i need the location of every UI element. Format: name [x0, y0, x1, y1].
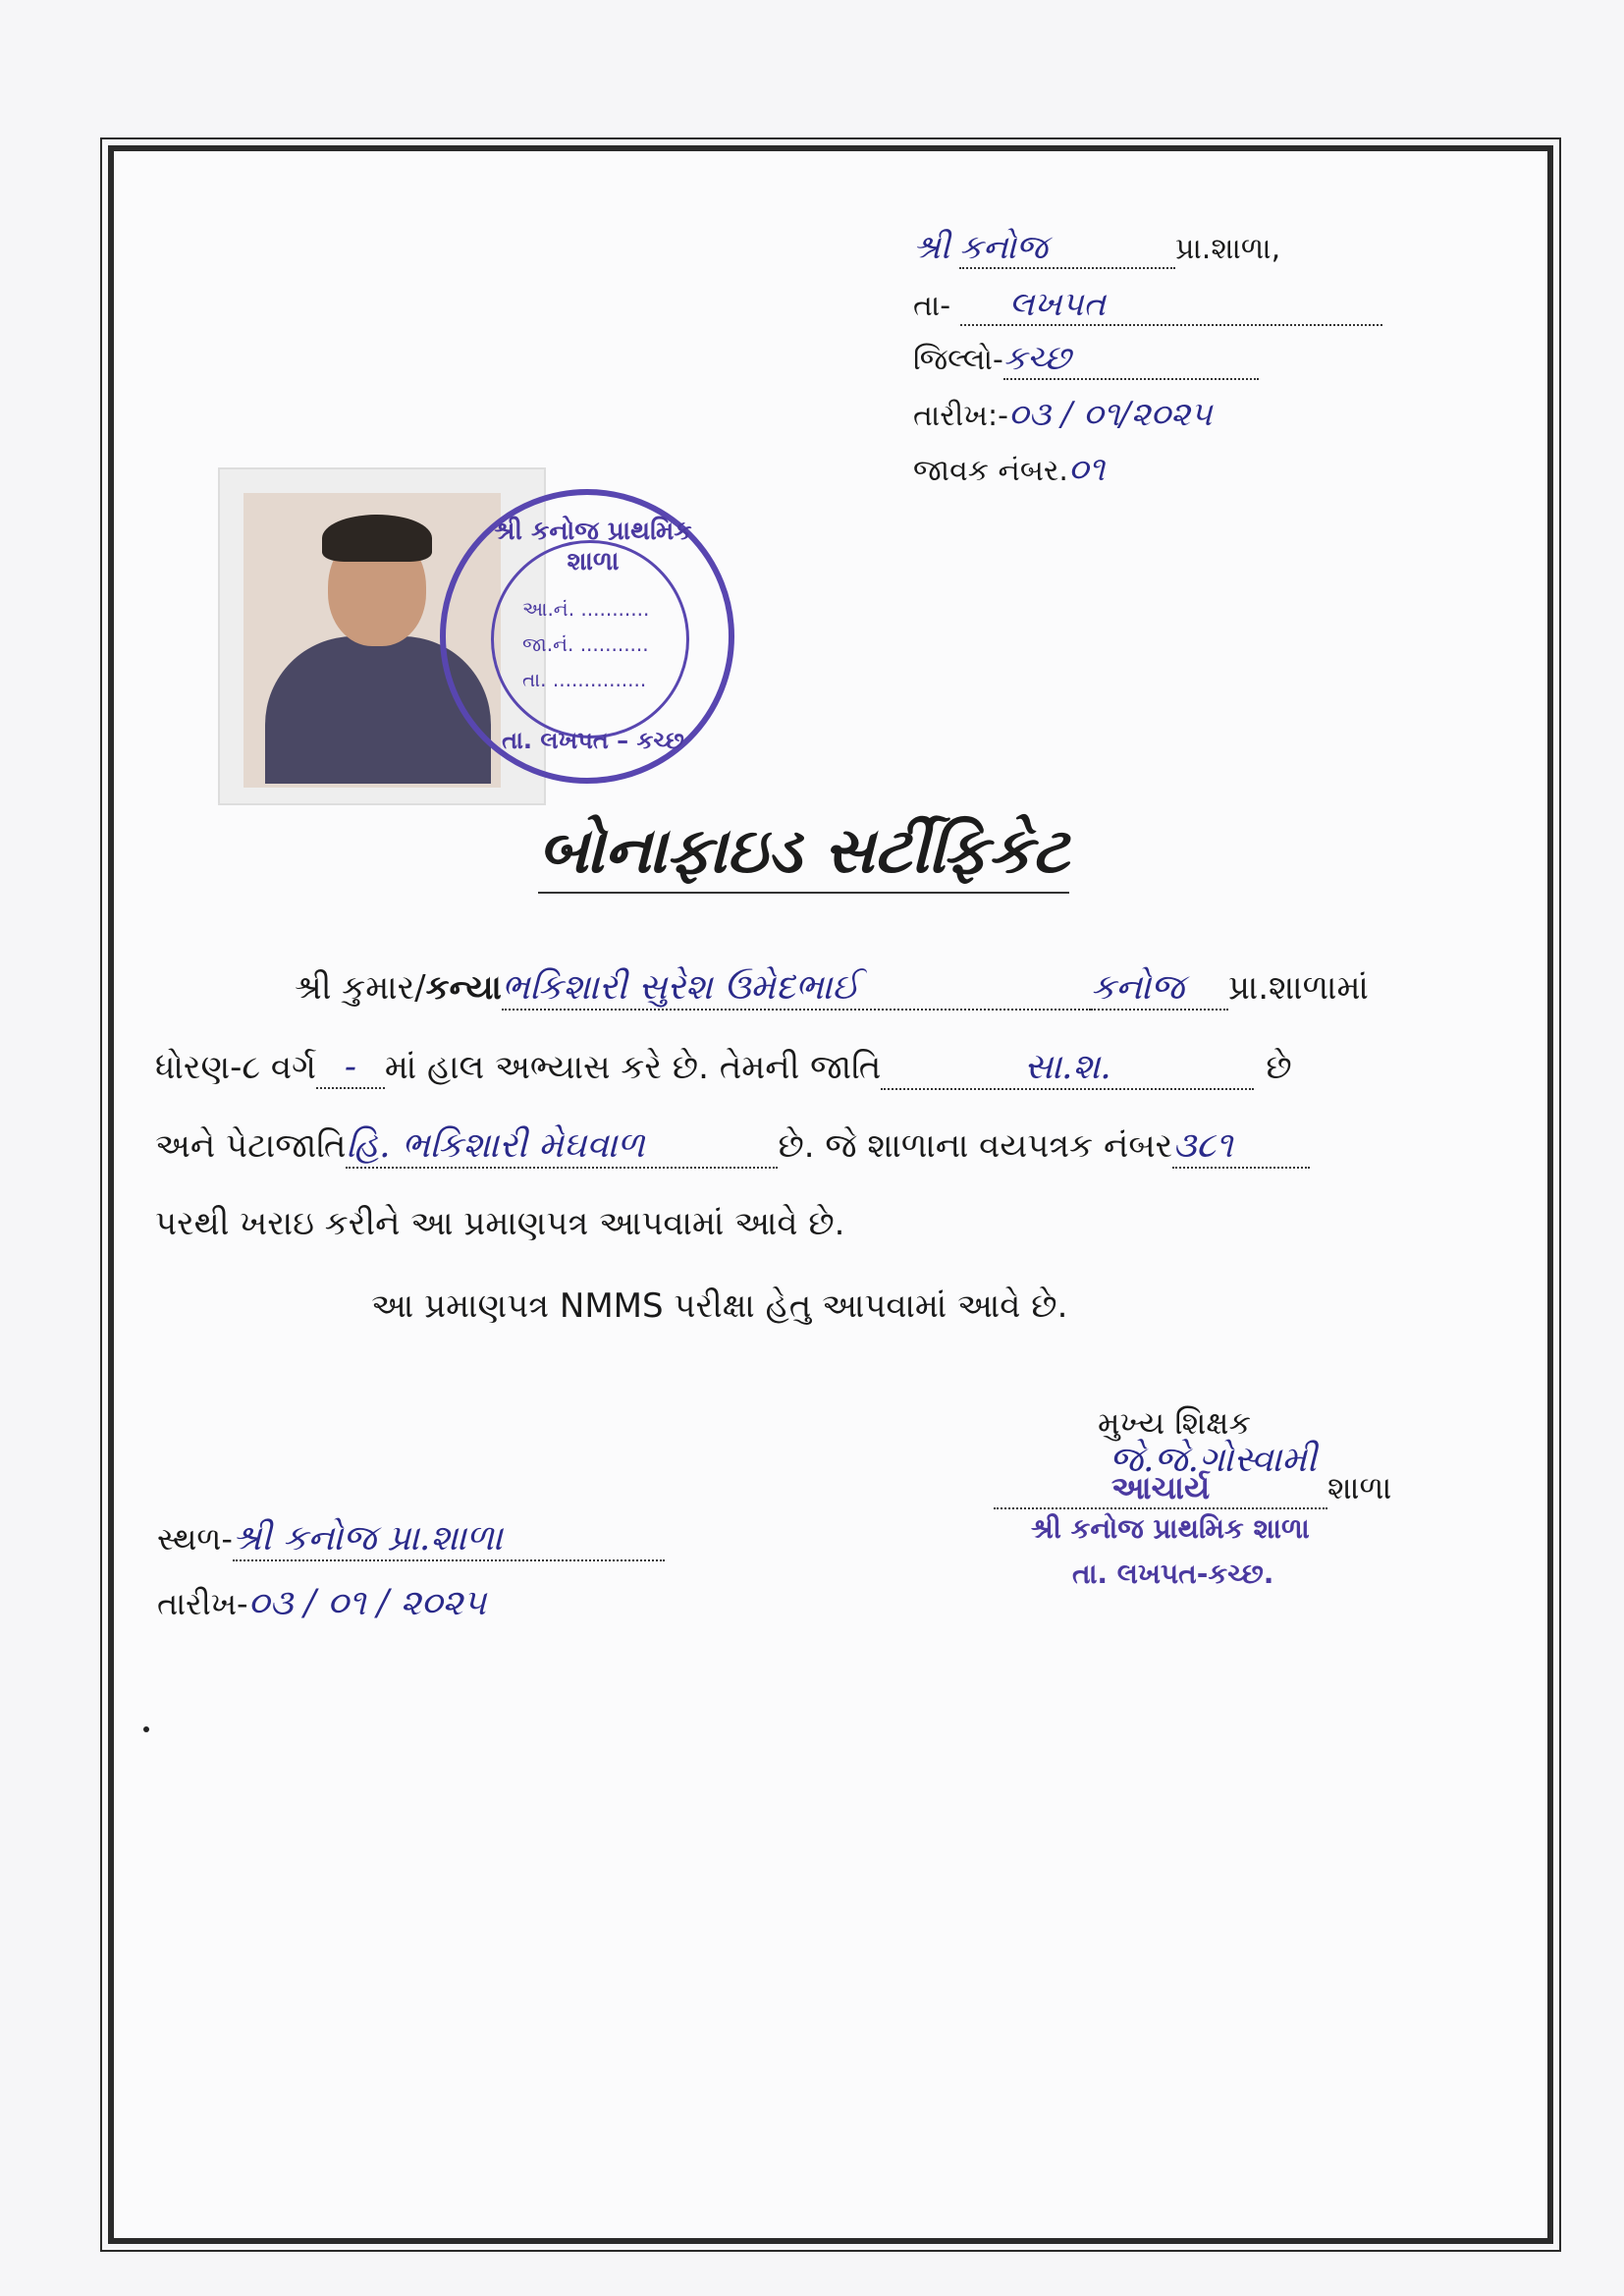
body-line-4: પરથી ખરાઇ કરીને આ પ્રમાણપત્ર આપવામાં આવે છે.	[155, 1204, 845, 1243]
shri-handwritten: શ્રી	[913, 228, 950, 267]
date-handwritten: ૦૩ / ૦૧/૨૦૨૫	[1007, 395, 1213, 434]
l1-kanya: કન્યા	[425, 968, 502, 1008]
l2-suffix: છે	[1266, 1048, 1292, 1087]
taluka-handwritten: લખપત	[960, 285, 1382, 326]
school-handwritten: કનોજ	[1091, 967, 1228, 1011]
body-line-2	[155, 1047, 1292, 1090]
district-handwritten: કચ્છ	[1003, 339, 1259, 380]
student-name-handwritten: ભકિશારી સુરેશ ઉમેદભાઈ	[502, 967, 1091, 1011]
stamp-line-3: તા. ...............	[522, 668, 647, 691]
l2-prefix: ધોરણ-૮ વર્ગ	[155, 1048, 316, 1087]
stamp-bottom-text: તા. લખપત – કચ્છ	[502, 727, 684, 754]
stamp-top-text: શ્રી કનોજ પ્રાથમિક શાળા	[494, 517, 692, 576]
footer-date-line	[157, 1583, 486, 1624]
certificate-border	[108, 145, 1553, 2244]
certificate-title: બોનાફાઇડ સર્ટીફિકેટ	[538, 815, 1069, 894]
sign-stamp-line-1: શ્રી કનોજ પ્રાથમિક શાળા	[1031, 1512, 1310, 1545]
outward-handwritten: ૦૧	[1067, 450, 1106, 489]
footer-date-handwritten: ૦૩ / ૦૧ / ૨૦૨૫	[247, 1583, 487, 1623]
school-name-handwritten: કનોજ	[959, 228, 1175, 269]
school-line	[913, 228, 1280, 269]
date-line	[913, 395, 1212, 434]
l1-suffix: પ્રા.શાળામાં	[1227, 968, 1369, 1008]
body-line-1	[295, 967, 1369, 1011]
sign-stamp-line-2: તા. લખપત-કચ્છ.	[1072, 1558, 1274, 1590]
signatory-title: મુખ્ય શિક્ષક	[1098, 1404, 1252, 1442]
class-handwritten: -	[316, 1047, 385, 1089]
l3-mid: છે. જે શાળાના વયપત્રક નંબર	[778, 1126, 1173, 1166]
outward-label: જાવક નંબર.	[913, 454, 1068, 488]
district-line	[913, 339, 1259, 380]
date-label: તારીખ:-	[913, 399, 1008, 433]
signatory-name-handwritten: જે.જે.ગોસ્વામી	[1110, 1440, 1318, 1480]
district-label: જિલ્લો-	[913, 343, 1003, 377]
footer-date-label: તારીખ-	[157, 1585, 248, 1622]
outward-line	[913, 450, 1105, 489]
school-suffix: પ્રા.શાળા,	[1174, 232, 1281, 266]
signatory-suffix: શાળા	[1327, 1469, 1392, 1506]
stray-dot	[143, 1726, 149, 1732]
taluka-line	[913, 285, 1382, 326]
body-line-3	[155, 1125, 1310, 1169]
l2-mid: માં હાલ અભ્યાસ કરે છે. તેમની જાતિ	[384, 1048, 882, 1087]
l1-prefix: શ્રી કુમાર/	[295, 968, 426, 1008]
stamp-line-2: જા.નં. ...........	[522, 632, 649, 656]
place-line	[157, 1518, 665, 1561]
l3-prefix: અને પેટાજાતિ	[155, 1126, 347, 1166]
place-handwritten: શ્રી કનોજ પ્રા.શાળા	[233, 1518, 665, 1561]
subcaste-handwritten: હિ. ભકિશારી મેઘવાળ	[346, 1125, 778, 1169]
stamp-line-1: આ.નં. ...........	[522, 597, 650, 621]
body-line-5: આ પ્રમાણપત્ર NMMS પરીક્ષા હેતુ આપવામાં આવે છે.	[371, 1286, 1068, 1326]
register-number-handwritten: ૩૮૧	[1172, 1125, 1310, 1169]
place-label: સ્થળ-	[157, 1520, 233, 1558]
taluka-label: તા-	[913, 289, 951, 323]
caste-handwritten: સા.શ.	[881, 1047, 1254, 1090]
signatory-role: આચાર્ય	[994, 1469, 1327, 1509]
signatory-line	[994, 1469, 1391, 1509]
school-round-stamp	[440, 489, 734, 784]
